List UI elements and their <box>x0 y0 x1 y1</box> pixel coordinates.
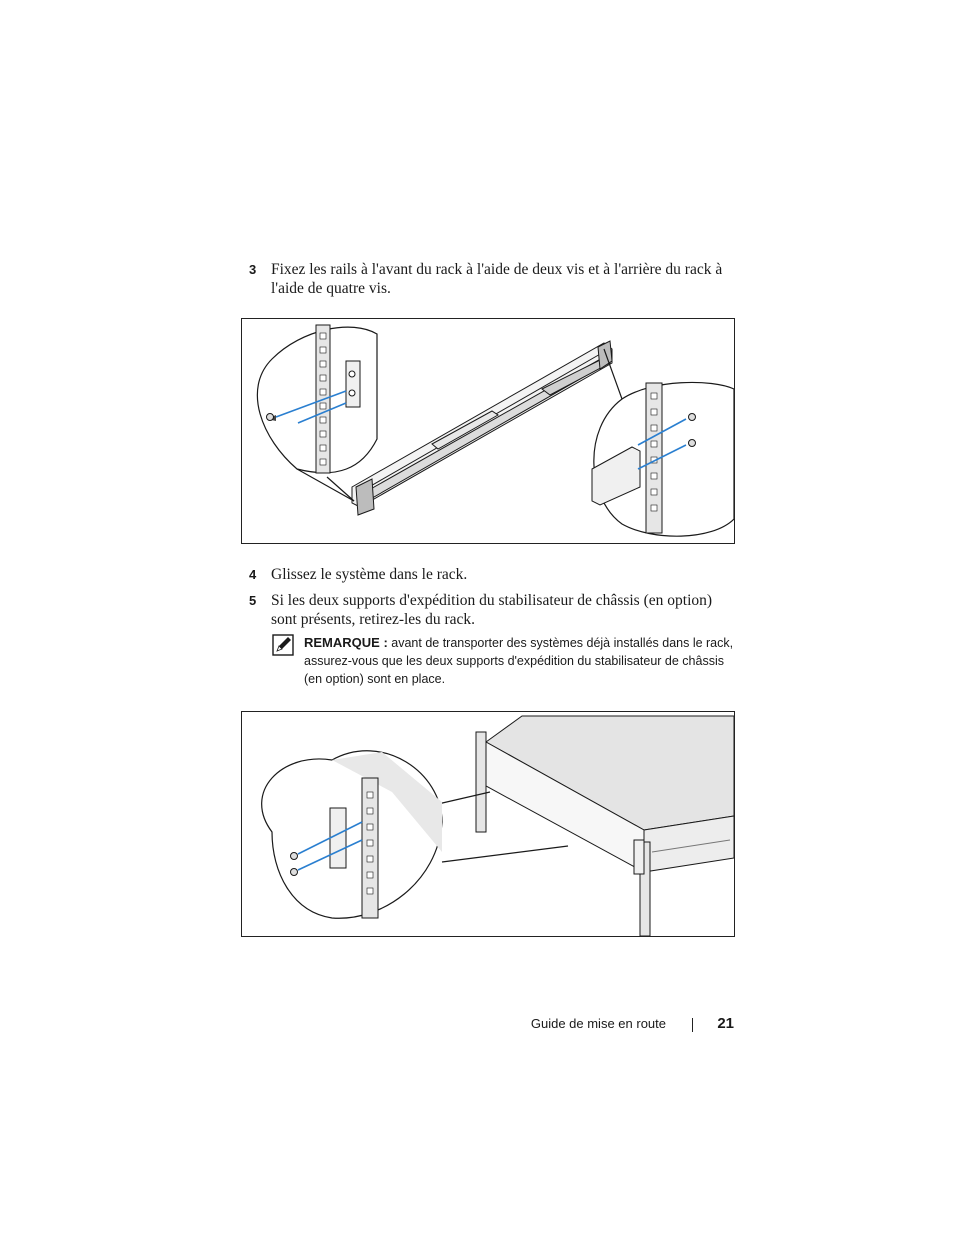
note-body: avant de transporter des systèmes déjà installés dans le rack, assurez-vous que les deux supports d'expédition du stabilisateur de châssis (en option) sont en place. <box>304 636 734 686</box>
server-chassis <box>486 716 734 872</box>
step-5 <box>249 591 729 629</box>
note-text <box>304 634 742 688</box>
page-number: 21 <box>717 1015 734 1032</box>
note-label: REMARQUE : <box>304 635 388 650</box>
step-text: Si les deux supports d'expédition du stabilisateur de châssis (en option) sont présents, retirez-les du rack. <box>271 592 713 628</box>
step-number: 3 <box>249 262 257 277</box>
rear-callout <box>592 349 734 536</box>
step-number: 5 <box>249 593 257 608</box>
step-3 <box>249 260 729 298</box>
rack-illustration <box>242 712 734 936</box>
step-text: Fixez les rails à l'avant du rack à l'aide de deux vis et à l'arrière du rack à l'aide de quatre vis. <box>271 261 723 297</box>
step-text: Glissez le système dans le rack. <box>271 566 468 583</box>
step-4 <box>249 565 729 584</box>
step-number: 4 <box>249 567 257 582</box>
figure-rail-installation <box>241 318 735 544</box>
rail-illustration <box>242 319 734 543</box>
pencil-note-icon <box>272 634 294 661</box>
front-callout <box>257 325 377 501</box>
page-footer <box>480 1016 734 1036</box>
footer-title: Guide de mise en route <box>530 1016 666 1031</box>
note-block <box>272 634 742 688</box>
rail-assembly <box>352 341 612 515</box>
figure-system-in-rack <box>241 711 735 937</box>
footer-divider <box>692 1018 693 1032</box>
